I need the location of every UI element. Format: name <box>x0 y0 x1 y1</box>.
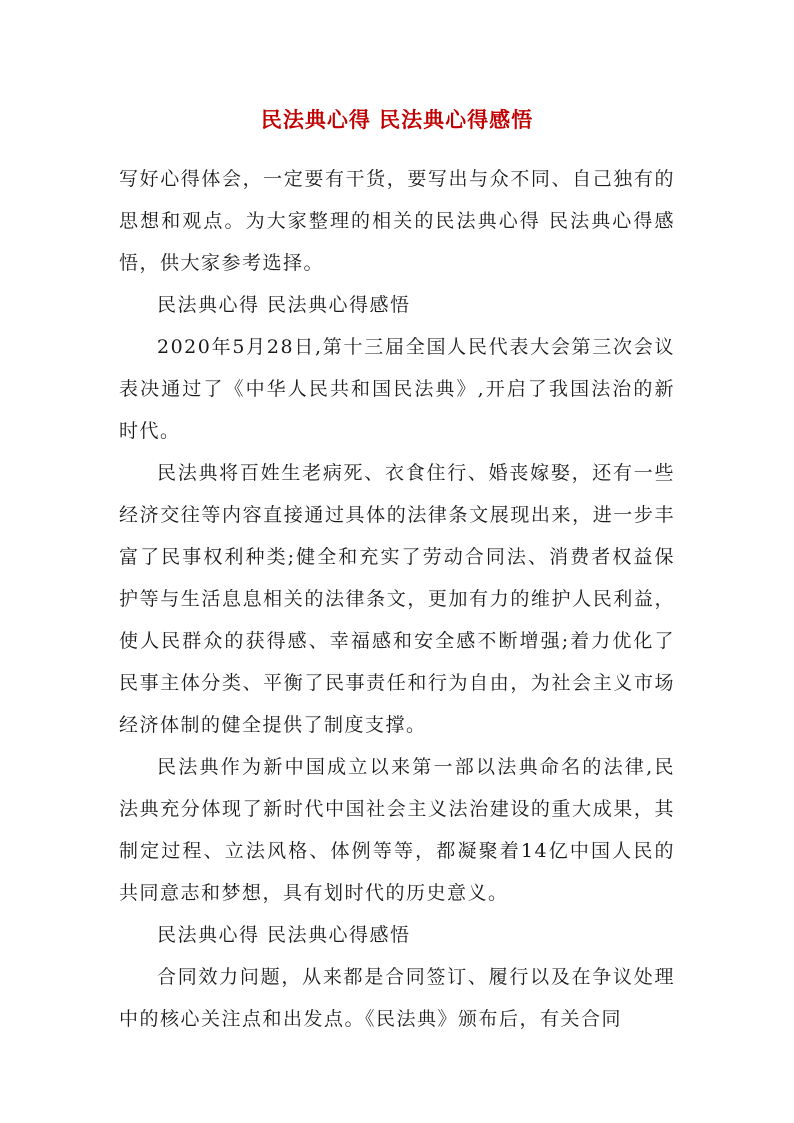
paragraph: 民法典将百姓生老病死、衣食住行、婚丧嫁娶，还有一些经济交往等内容直接通过具体的法律条文展现出来，进一步丰富了民事权利种类;健全和充实了劳动合同法、消费者权益保护等与生活息息相关的法律条文，更加有力的维护人民利益，使人民群众的获得感、幸福感和安全感不断增强;着力优化了民事主体分类、平衡了民事责任和行为自由，为社会主义市场经济体制的健全提供了制度支撑。 <box>119 462 675 736</box>
paragraph-intro: 写好心得体会，一定要有干货，要写出与众不同、自己独有的思想和观点。为大家整理的相关的民法典心得 民法典心得感悟，供大家参考选择。 <box>119 168 675 274</box>
document-body <box>119 158 675 1040</box>
document-title: 民法典心得 民法典心得感悟 <box>260 107 534 132</box>
section-heading: 民法典心得 民法典心得感悟 <box>157 294 411 316</box>
paragraph: 2020年5月28日,第十三届全国人民代表大会第三次会议表决通过了《中华人民共和国民法典》,开启了我国法治的新时代。 <box>119 336 675 442</box>
section-heading: 民法典心得 民法典心得感悟 <box>157 924 411 946</box>
paragraph: 民法典作为新中国成立以来第一部以法典命名的法律,民法典充分体现了新时代中国社会主义法治建设的重大成果，其制定过程、立法风格、体例等等，都凝聚着14亿中国人民的共同意志和梦想，具有划时代的历史意义。 <box>119 756 675 904</box>
paragraph: 合同效力问题，从来都是合同签订、履行以及在争议处理中的核心关注点和出发点。《民法典》颁布后，有关合同 <box>119 966 675 1030</box>
